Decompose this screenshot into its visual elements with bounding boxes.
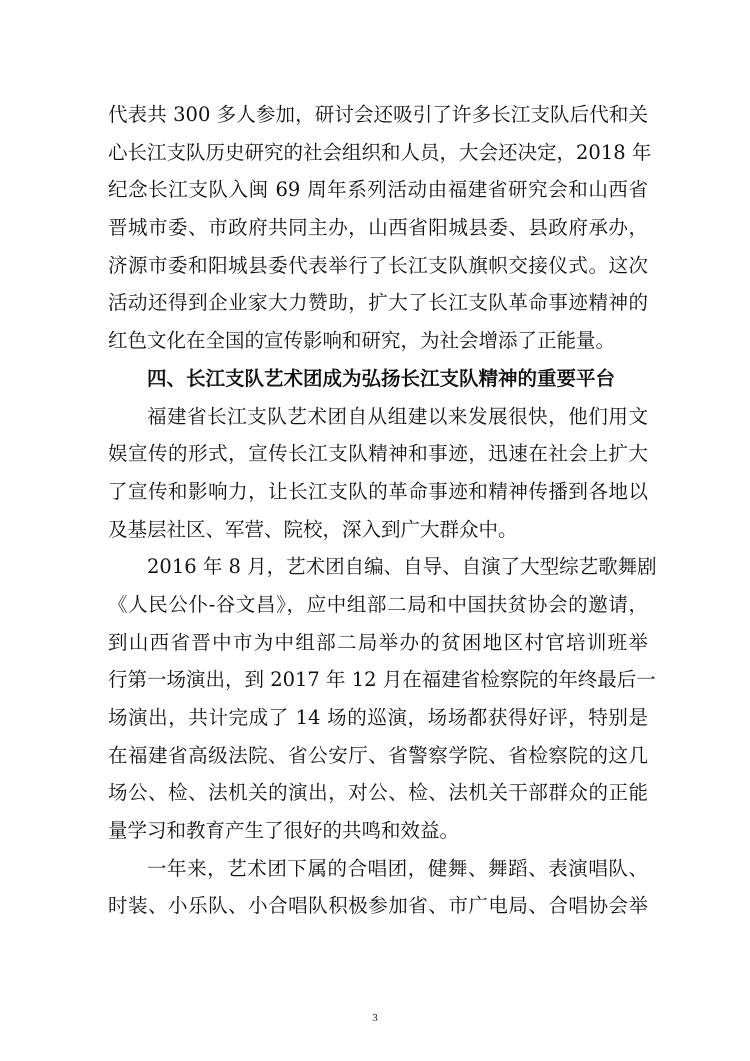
text-line: 一年来，艺术团下属的合唱团，健舞、舞蹈、表演唱队、 [147, 856, 648, 880]
text-line: 心长江支队历史研究的社会组织和人员，大会还决定，2018 年 [108, 140, 652, 164]
text-line: 行第一场演出，到 2017 年 12 月在福建省检察院的年终最后一 [108, 668, 656, 692]
text-line: 纪念长江支队入闽 69 周年系列活动由福建省研究会和山西省 [108, 178, 648, 202]
text-line: 娱宣传的形式，宣传长江支队精神和事迹，迅速在社会上扩大 [108, 442, 648, 466]
page-number: 3 [372, 1012, 378, 1024]
text-line: 在福建省高级法院、省公安厅、省警察学院、省检察院的这几 [108, 743, 648, 767]
text-line: 福建省长江支队艺术团自从组建以来发展很快，他们用文 [147, 404, 648, 428]
text-line: 时装、小乐队、小合唱队积极参加省、市广电局、合唱协会举 [108, 894, 648, 918]
section-heading: 四、长江支队艺术团成为弘扬长江支队精神的重要平台 [147, 366, 616, 390]
text-line: 场公、检、法机关的演出，对公、检、法机关干部群众的正能 [108, 781, 648, 805]
text-line: 活动还得到企业家大力赞助，扩大了长江支队革命事迹精神的 [108, 291, 648, 315]
text-line: 《人民公仆-谷文昌》，应中组部二局和中国扶贫协会的邀请， [108, 592, 648, 616]
body-text [108, 96, 657, 925]
text-line: 代表共 300 多人参加，研讨会还吸引了许多长江支队后代和关 [108, 103, 648, 126]
text-line: 济源市委和阳城县委代表举行了长江支队旗帜交接仪式。这次 [108, 253, 648, 277]
text-line: 2016 年 8 月，艺术团自编、自导、自演了大型综艺歌舞剧 [147, 555, 657, 579]
text-line: 红色文化在全国的宣传影响和研究，为社会增添了正能量。 [108, 329, 616, 353]
text-line: 量学习和教育产生了很好的共鸣和效益。 [108, 819, 460, 843]
text-line: 及基层社区、军营、院校，深入到广大群众中。 [108, 517, 518, 541]
text-line: 场演出，共计完成了 14 场的巡演，场场都获得好评，特别是 [108, 706, 648, 729]
text-line: 到山西省晋中市为中组部二局举办的贫困地区村官培训班举 [108, 630, 648, 654]
text-line: 了宣传和影响力，让长江支队的革命事迹和精神传播到各地以 [108, 479, 648, 503]
text-line: 晋城市委、市政府共同主办，山西省阳城县委、县政府承办， [108, 216, 648, 240]
